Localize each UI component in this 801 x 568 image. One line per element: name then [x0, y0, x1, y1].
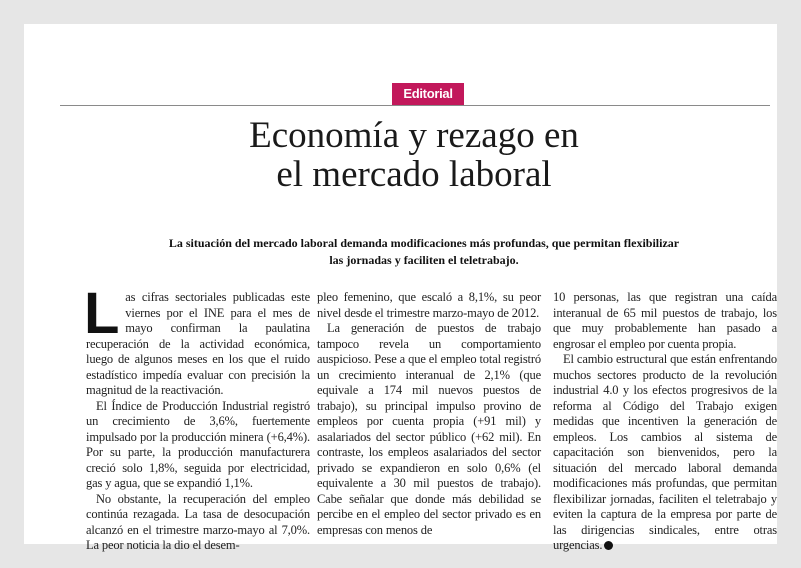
section-divider [60, 105, 770, 106]
newspaper-page [24, 24, 777, 552]
drop-cap: L [84, 281, 120, 346]
body-column-3 [553, 290, 777, 554]
deck-line-2: las jornadas y faciliten el teletrabajo. [329, 253, 519, 267]
paragraph: Las cifras sectoriales publicadas este viernes por el INE para el mes de mayo confirman la paulatina recuperación de la actividad económica, luego de algunos meses en los que el ruido estadístico impedía evaluar con precisión la magnitud de la reactivación. [84, 281, 310, 397]
paragraph-final: El cambio estructural que están enfrentando muchos sectores producto de la revolución industrial 4.0 y los efectos progresivos de la reforma al Código del Trabajo exigen medidas que incentiven la generación de empleos. Los cambios al sistema de capacitación son bienvenidos, pero la situación del mercado laboral demanda modificaciones más profundas, que permitan flexibilizar jornadas, faciliten el teletrabajo y eviten la captura de la empresa por parte de las dirigencias sindicales, entre otras urgencias. [553, 352, 777, 552]
paragraph: 10 personas, las que registran una caída interanual de 65 mil puestos de trabajo, los que muy probablemente han pasado a engrosar el empleo por cuenta propia. [553, 290, 777, 351]
deck-line-1: La situación del mercado laboral demanda modificaciones más profundas, que permitan flexibilizar [168, 236, 680, 250]
headline-line-2: el mercado laboral [276, 154, 552, 195]
paragraph: El Índice de Producción Industrial registró un crecimiento de 3,6%, fuertemente impulsado por la producción minera (+6,4%). Por su parte, la producción manufacturera creció solo 1,8%, seguida por electricidad, gas y agua, que se expandió 1,1%. [86, 398, 310, 490]
paragraph: La generación de puestos de trabajo tampoco revela un comportamiento auspicioso. Pese a que el empleo total registró un crecimiento interanual de 2,1% (que equivale a 174 mil nuevos puestos de trabajo), su principal impulso provino de empleos por cuenta propia (+91 mil) y asalariados del sector público (+62 mil). En contraste, los empleos asalariados del sector privado se expandieron en solo 0,6% (el equivalente a 30 mil puestos de trabajo). Cabe señalar que donde más debilidad se percibe en el empleo del sector privado es en empresas con menos de [317, 321, 541, 537]
headline [64, 116, 764, 194]
body-column-2 [317, 290, 541, 538]
paragraph: pleo femenino, que escaló a 8,1%, su peor nivel desde el trimestre marzo-mayo de 2012. [317, 290, 541, 320]
body-column-1 [84, 281, 310, 554]
headline-line-1: Economía y rezago en [249, 115, 579, 156]
section-badge: Editorial [392, 83, 464, 105]
paragraph: No obstante, la recuperación del empleo continúa rezagada. La tasa de desocupación alcanzó en el trimestre marzo-mayo al 7,0%. La peor noticia la dio el desem- [86, 491, 310, 552]
end-of-article-icon [604, 541, 613, 550]
deck-subtitle [144, 235, 704, 269]
section-header [60, 82, 770, 106]
